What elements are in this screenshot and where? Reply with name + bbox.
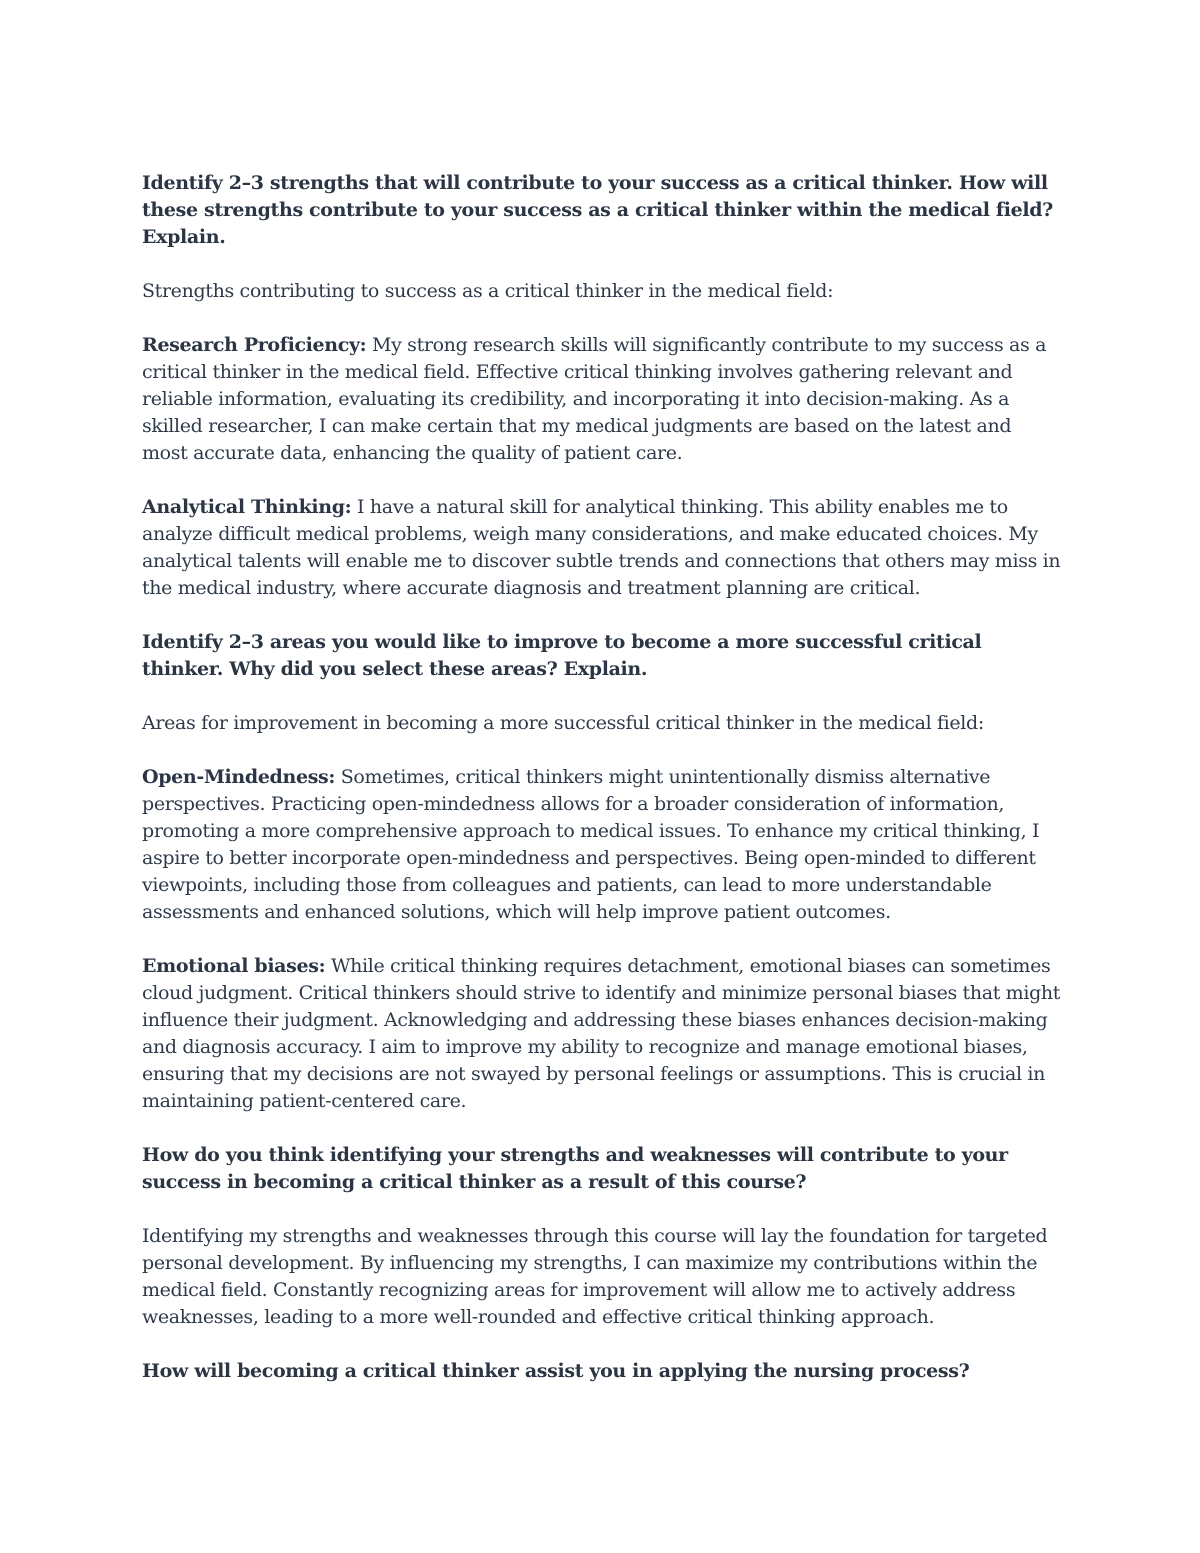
paragraph-text: My strong research skills will significantly contribute to my success as a critical thinker in the medical field. Effective critical thinking involves gathering relevant and reliable information, evaluating its credibility, and incorporating it into decision-making. As a skilled researcher, I can make certain that my medical judgments are based on the latest and most accurate data, enhancing the quality of patient care.: [142, 334, 1047, 464]
paragraph-term: Research Proficiency:: [142, 334, 367, 356]
question-heading: Identify 2–3 areas you would like to improve to become a more successful critical thinker. Why did you select these areas? Explain.: [142, 631, 982, 680]
paragraph-term: Analytical Thinking:: [142, 496, 352, 518]
paragraph-term: Open-Mindedness:: [142, 766, 336, 788]
paragraph-text: I have a natural skill for analytical thinking. This ability enables me to analyze difficult medical problems, weigh many considerations, and make educated choices. My analytical talents will enable me to discover subtle trends and connections that others may miss in the medical industry, where accurate diagnosis and treatment planning are critical.: [142, 496, 1061, 599]
paragraph-text: Sometimes, critical thinkers might unintentionally dismiss alternative perspectives. Practicing open-mindedness allows for a broader consideration of information, promoting a more comprehensive approach to medical issues. To enhance my critical thinking, I aspire to better incorporate open-mindedness and perspectives. Being open-minded to different viewpoints, including those from colleagues and patients, can lead to more understandable assessments and enhanced solutions, which will help improve patient outcomes.: [142, 766, 1040, 923]
question-heading: How do you think identifying your strengths and weaknesses will contribute to your success in becoming a critical thinker as a result of this course?: [142, 1144, 1008, 1193]
section-intro: Areas for improvement in becoming a more successful critical thinker in the medical field:: [142, 712, 984, 734]
answer-paragraph: Identifying my strengths and weaknesses through this course will lay the foundation for targeted personal development. By influencing my strengths, I can maximize my contributions within the medical field. Constantly recognizing areas for improvement will allow me to actively address weaknesses, leading to a more well-rounded and effective critical thinking approach.: [142, 1225, 1048, 1328]
section-intro: Strengths contributing to success as a critical thinker in the medical field:: [142, 280, 834, 302]
paragraph-text: While critical thinking requires detachment, emotional biases can sometimes cloud judgment. Critical thinkers should strive to identify and minimize personal biases that might influence their judgment. Acknowledging and addressing these biases enhances decision-making and diagnosis accuracy. I aim to improve my ability to recognize and manage emotional biases, ensuring that my decisions are not swayed by personal feelings or assumptions. This is crucial in maintaining patient-centered care.: [142, 955, 1061, 1112]
improvement-paragraph: [142, 764, 1062, 926]
strength-paragraph: [142, 494, 1062, 602]
document-page: [142, 170, 1062, 1412]
improvement-paragraph: [142, 953, 1062, 1115]
question-heading: How will becoming a critical thinker assist you in applying the nursing process?: [142, 1360, 970, 1382]
paragraph-term: Emotional biases:: [142, 955, 326, 977]
question-heading: Identify 2–3 strengths that will contribute to your success as a critical thinker. How will these strengths contribute to your success as a critical thinker within the medical field? Explain.: [142, 172, 1053, 248]
strength-paragraph: [142, 332, 1062, 467]
